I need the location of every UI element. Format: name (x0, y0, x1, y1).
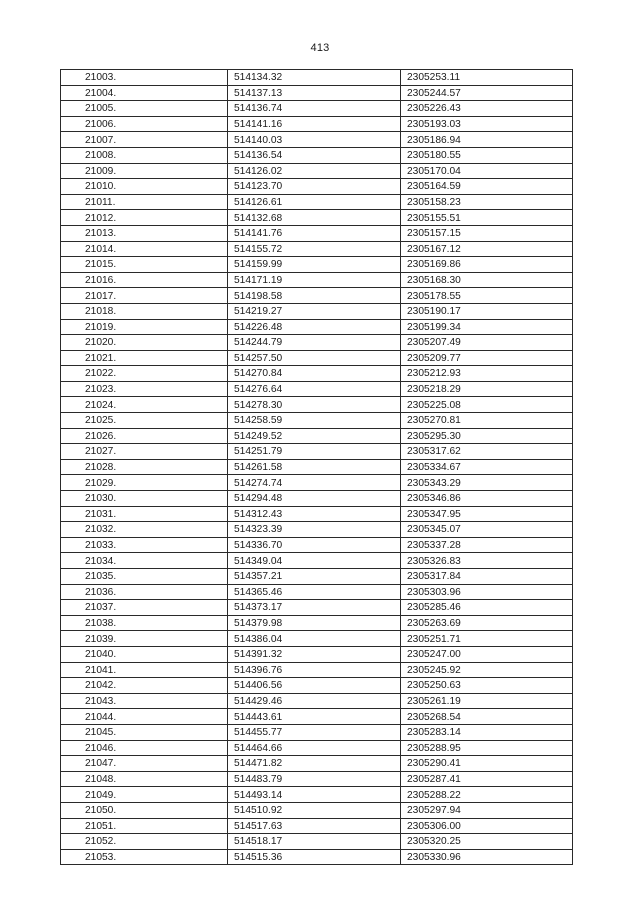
y-coordinate-cell: 2305167.12 (401, 241, 573, 257)
table-row (61, 459, 573, 475)
x-coordinate-cell: 514517.63 (228, 818, 401, 834)
point-number-cell: 21025. (61, 413, 228, 429)
table-row (61, 849, 573, 865)
coordinates-table (60, 69, 573, 865)
y-coordinate-cell: 2305209.77 (401, 350, 573, 366)
y-coordinate-cell: 2305158.23 (401, 194, 573, 210)
y-coordinate-cell: 2305164.59 (401, 179, 573, 195)
point-number-cell: 21019. (61, 319, 228, 335)
table-row (61, 85, 573, 101)
x-coordinate-cell: 514365.46 (228, 584, 401, 600)
x-coordinate-cell: 514274.74 (228, 475, 401, 491)
point-number-cell: 21036. (61, 584, 228, 600)
point-number-cell: 21006. (61, 116, 228, 132)
point-number-cell: 21029. (61, 475, 228, 491)
x-coordinate-cell: 514134.32 (228, 70, 401, 86)
table-row (61, 646, 573, 662)
table-row (61, 787, 573, 803)
table-row (61, 615, 573, 631)
y-coordinate-cell: 2305212.93 (401, 366, 573, 382)
y-coordinate-cell: 2305155.51 (401, 210, 573, 226)
x-coordinate-cell: 514132.68 (228, 210, 401, 226)
y-coordinate-cell: 2305320.25 (401, 834, 573, 850)
point-number-cell: 21052. (61, 834, 228, 850)
x-coordinate-cell: 514278.30 (228, 397, 401, 413)
table-row (61, 132, 573, 148)
x-coordinate-cell: 514219.27 (228, 303, 401, 319)
x-coordinate-cell: 514226.48 (228, 319, 401, 335)
table-row (61, 319, 573, 335)
point-number-cell: 21042. (61, 678, 228, 694)
table-row (61, 537, 573, 553)
x-coordinate-cell: 514270.84 (228, 366, 401, 382)
table-row (61, 147, 573, 163)
x-coordinate-cell: 514159.99 (228, 257, 401, 273)
table-row (61, 491, 573, 507)
x-coordinate-cell: 514464.66 (228, 740, 401, 756)
point-number-cell: 21051. (61, 818, 228, 834)
x-coordinate-cell: 514257.50 (228, 350, 401, 366)
x-coordinate-cell: 514244.79 (228, 335, 401, 351)
point-number-cell: 21033. (61, 537, 228, 553)
x-coordinate-cell: 514323.39 (228, 522, 401, 538)
y-coordinate-cell: 2305250.63 (401, 678, 573, 694)
point-number-cell: 21053. (61, 849, 228, 865)
point-number-cell: 21012. (61, 210, 228, 226)
x-coordinate-cell: 514493.14 (228, 787, 401, 803)
x-coordinate-cell: 514123.70 (228, 179, 401, 195)
x-coordinate-cell: 514510.92 (228, 802, 401, 818)
point-number-cell: 21035. (61, 569, 228, 585)
x-coordinate-cell: 514198.58 (228, 288, 401, 304)
point-number-cell: 21032. (61, 522, 228, 538)
coordinates-table-body (61, 70, 573, 865)
y-coordinate-cell: 2305178.55 (401, 288, 573, 304)
point-number-cell: 21015. (61, 257, 228, 273)
x-coordinate-cell: 514312.43 (228, 506, 401, 522)
x-coordinate-cell: 514357.21 (228, 569, 401, 585)
y-coordinate-cell: 2305157.15 (401, 225, 573, 241)
x-coordinate-cell: 514171.19 (228, 272, 401, 288)
table-row (61, 802, 573, 818)
x-coordinate-cell: 514276.64 (228, 381, 401, 397)
y-coordinate-cell: 2305306.00 (401, 818, 573, 834)
table-row (61, 693, 573, 709)
table-row (61, 397, 573, 413)
y-coordinate-cell: 2305247.00 (401, 646, 573, 662)
point-number-cell: 21026. (61, 428, 228, 444)
table-row (61, 366, 573, 382)
table-row (61, 444, 573, 460)
point-number-cell: 21047. (61, 756, 228, 772)
point-number-cell: 21048. (61, 771, 228, 787)
point-number-cell: 21037. (61, 600, 228, 616)
point-number-cell: 21041. (61, 662, 228, 678)
table-row (61, 818, 573, 834)
point-number-cell: 21044. (61, 709, 228, 725)
table-row (61, 475, 573, 491)
table-row (61, 600, 573, 616)
point-number-cell: 21010. (61, 179, 228, 195)
point-number-cell: 21007. (61, 132, 228, 148)
x-coordinate-cell: 514455.77 (228, 724, 401, 740)
point-number-cell: 21030. (61, 491, 228, 507)
x-coordinate-cell: 514261.58 (228, 459, 401, 475)
x-coordinate-cell: 514386.04 (228, 631, 401, 647)
y-coordinate-cell: 2305295.30 (401, 428, 573, 444)
y-coordinate-cell: 2305180.55 (401, 147, 573, 163)
table-row (61, 101, 573, 117)
table-row (61, 272, 573, 288)
point-number-cell: 21028. (61, 459, 228, 475)
table-row (61, 350, 573, 366)
y-coordinate-cell: 2305251.71 (401, 631, 573, 647)
table-row (61, 709, 573, 725)
point-number-cell: 21046. (61, 740, 228, 756)
table-row (61, 194, 573, 210)
point-number-cell: 21017. (61, 288, 228, 304)
table-row (61, 428, 573, 444)
y-coordinate-cell: 2305244.57 (401, 85, 573, 101)
table-row (61, 569, 573, 585)
y-coordinate-cell: 2305317.84 (401, 569, 573, 585)
y-coordinate-cell: 2305337.28 (401, 537, 573, 553)
y-coordinate-cell: 2305190.17 (401, 303, 573, 319)
x-coordinate-cell: 514518.17 (228, 834, 401, 850)
point-number-cell: 21027. (61, 444, 228, 460)
y-coordinate-cell: 2305169.86 (401, 257, 573, 273)
point-number-cell: 21024. (61, 397, 228, 413)
point-number-cell: 21003. (61, 70, 228, 86)
x-coordinate-cell: 514141.16 (228, 116, 401, 132)
point-number-cell: 21013. (61, 225, 228, 241)
y-coordinate-cell: 2305346.86 (401, 491, 573, 507)
point-number-cell: 21021. (61, 350, 228, 366)
x-coordinate-cell: 514294.48 (228, 491, 401, 507)
point-number-cell: 21011. (61, 194, 228, 210)
y-coordinate-cell: 2305186.94 (401, 132, 573, 148)
point-number-cell: 21018. (61, 303, 228, 319)
point-number-cell: 21043. (61, 693, 228, 709)
table-row (61, 834, 573, 850)
y-coordinate-cell: 2305285.46 (401, 600, 573, 616)
table-row (61, 584, 573, 600)
point-number-cell: 21039. (61, 631, 228, 647)
table-row (61, 288, 573, 304)
point-number-cell: 21040. (61, 646, 228, 662)
table-row (61, 506, 573, 522)
x-coordinate-cell: 514406.56 (228, 678, 401, 694)
table-row (61, 116, 573, 132)
table-row (61, 335, 573, 351)
x-coordinate-cell: 514141.76 (228, 225, 401, 241)
y-coordinate-cell: 2305270.81 (401, 413, 573, 429)
y-coordinate-cell: 2305317.62 (401, 444, 573, 460)
table-row (61, 241, 573, 257)
point-number-cell: 21009. (61, 163, 228, 179)
point-number-cell: 21038. (61, 615, 228, 631)
y-coordinate-cell: 2305225.08 (401, 397, 573, 413)
point-number-cell: 21023. (61, 381, 228, 397)
table-row (61, 522, 573, 538)
x-coordinate-cell: 514443.61 (228, 709, 401, 725)
y-coordinate-cell: 2305347.95 (401, 506, 573, 522)
table-row (61, 631, 573, 647)
x-coordinate-cell: 514251.79 (228, 444, 401, 460)
table-row (61, 724, 573, 740)
x-coordinate-cell: 514429.46 (228, 693, 401, 709)
point-number-cell: 21020. (61, 335, 228, 351)
table-row (61, 163, 573, 179)
y-coordinate-cell: 2305297.94 (401, 802, 573, 818)
x-coordinate-cell: 514373.17 (228, 600, 401, 616)
y-coordinate-cell: 2305168.30 (401, 272, 573, 288)
point-number-cell: 21008. (61, 147, 228, 163)
point-number-cell: 21005. (61, 101, 228, 117)
x-coordinate-cell: 514137.13 (228, 85, 401, 101)
table-row (61, 210, 573, 226)
table-row (61, 756, 573, 772)
x-coordinate-cell: 514155.72 (228, 241, 401, 257)
point-number-cell: 21016. (61, 272, 228, 288)
table-row (61, 225, 573, 241)
y-coordinate-cell: 2305170.04 (401, 163, 573, 179)
y-coordinate-cell: 2305288.22 (401, 787, 573, 803)
x-coordinate-cell: 514336.70 (228, 537, 401, 553)
table-row (61, 303, 573, 319)
y-coordinate-cell: 2305207.49 (401, 335, 573, 351)
x-coordinate-cell: 514396.76 (228, 662, 401, 678)
x-coordinate-cell: 514471.82 (228, 756, 401, 772)
x-coordinate-cell: 514249.52 (228, 428, 401, 444)
x-coordinate-cell: 514126.02 (228, 163, 401, 179)
y-coordinate-cell: 2305287.41 (401, 771, 573, 787)
y-coordinate-cell: 2305268.54 (401, 709, 573, 725)
point-number-cell: 21034. (61, 553, 228, 569)
y-coordinate-cell: 2305290.41 (401, 756, 573, 772)
x-coordinate-cell: 514483.79 (228, 771, 401, 787)
y-coordinate-cell: 2305261.19 (401, 693, 573, 709)
point-number-cell: 21049. (61, 787, 228, 803)
table-row (61, 413, 573, 429)
point-number-cell: 21031. (61, 506, 228, 522)
table-row (61, 678, 573, 694)
point-number-cell: 21050. (61, 802, 228, 818)
x-coordinate-cell: 514379.98 (228, 615, 401, 631)
y-coordinate-cell: 2305283.14 (401, 724, 573, 740)
y-coordinate-cell: 2305253.11 (401, 70, 573, 86)
y-coordinate-cell: 2305226.43 (401, 101, 573, 117)
table-row (61, 662, 573, 678)
y-coordinate-cell: 2305303.96 (401, 584, 573, 600)
y-coordinate-cell: 2305334.67 (401, 459, 573, 475)
x-coordinate-cell: 514136.74 (228, 101, 401, 117)
table-row (61, 740, 573, 756)
y-coordinate-cell: 2305263.69 (401, 615, 573, 631)
x-coordinate-cell: 514391.32 (228, 646, 401, 662)
table-row (61, 381, 573, 397)
y-coordinate-cell: 2305326.83 (401, 553, 573, 569)
x-coordinate-cell: 514515.36 (228, 849, 401, 865)
y-coordinate-cell: 2305288.95 (401, 740, 573, 756)
point-number-cell: 21004. (61, 85, 228, 101)
x-coordinate-cell: 514136.54 (228, 147, 401, 163)
y-coordinate-cell: 2305218.29 (401, 381, 573, 397)
point-number-cell: 21022. (61, 366, 228, 382)
page-number: 413 (310, 42, 330, 54)
y-coordinate-cell: 2305245.92 (401, 662, 573, 678)
table-row (61, 257, 573, 273)
x-coordinate-cell: 514126.61 (228, 194, 401, 210)
table-row (61, 70, 573, 86)
table-row (61, 179, 573, 195)
y-coordinate-cell: 2305193.03 (401, 116, 573, 132)
table-row (61, 771, 573, 787)
y-coordinate-cell: 2305345.07 (401, 522, 573, 538)
point-number-cell: 21045. (61, 724, 228, 740)
x-coordinate-cell: 514258.59 (228, 413, 401, 429)
x-coordinate-cell: 514140.03 (228, 132, 401, 148)
y-coordinate-cell: 2305343.29 (401, 475, 573, 491)
y-coordinate-cell: 2305330.96 (401, 849, 573, 865)
y-coordinate-cell: 2305199.34 (401, 319, 573, 335)
point-number-cell: 21014. (61, 241, 228, 257)
table-row (61, 553, 573, 569)
x-coordinate-cell: 514349.04 (228, 553, 401, 569)
